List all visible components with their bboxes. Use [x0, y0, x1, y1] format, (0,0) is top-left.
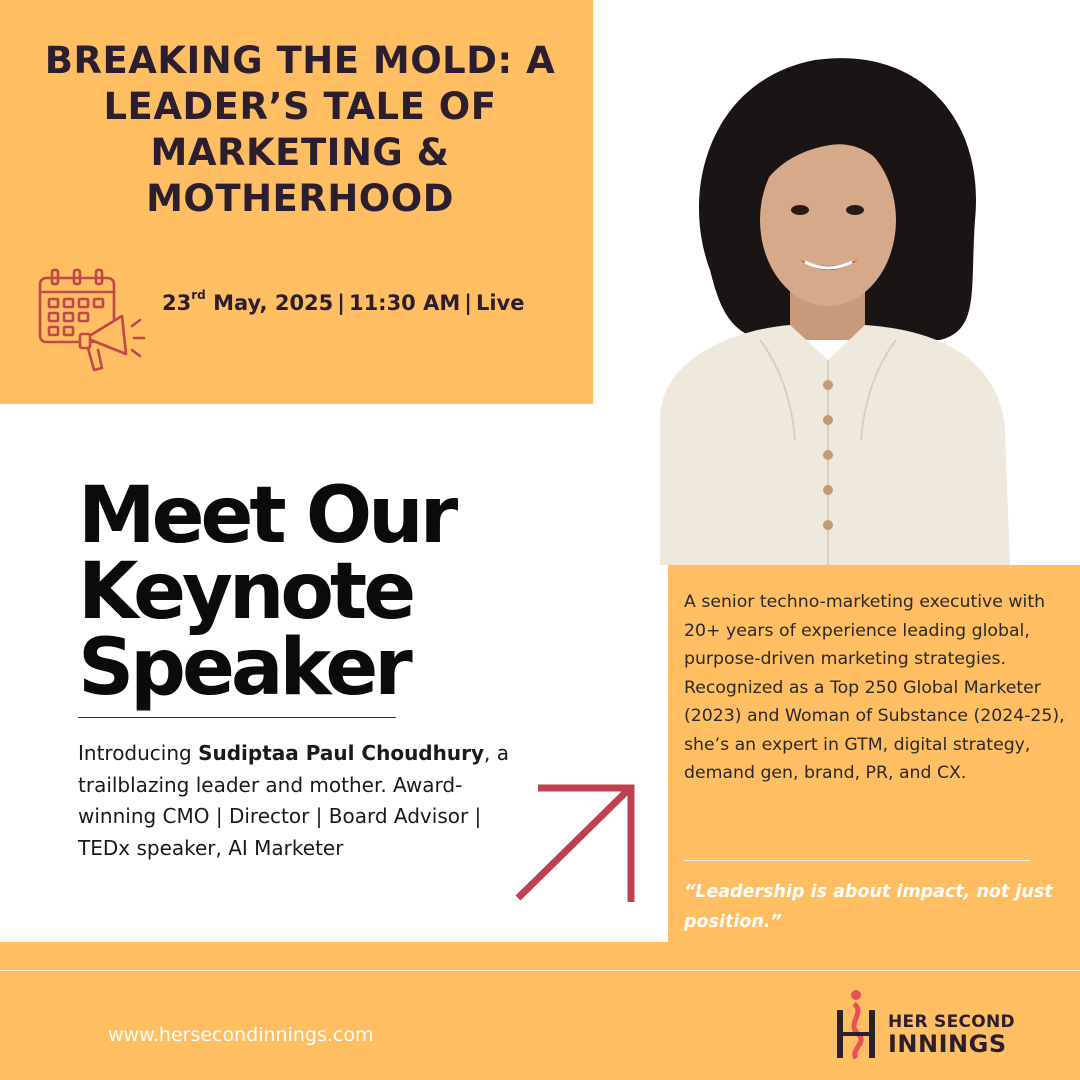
speaker-intro	[78, 738, 528, 864]
bio-paragraph: A senior techno-marketing executive with 20+ years of experience leading global, purpose-driven marketing strategies.	[684, 592, 1046, 669]
speaker-name: Sudiptaa Paul Choudhury	[198, 741, 485, 765]
speaker-quote: “Leadership is about impact, not just position.”	[684, 882, 1053, 932]
event-separator: |	[337, 291, 345, 315]
bio-paragraph: Recognized as a Top 250 Global Marketer (2023) and Woman of Substance (2024-25), she’s an expert in GTM, digital strategy, demand gen, brand, PR, and CX.	[684, 677, 1065, 783]
bio-divider	[684, 860, 1030, 861]
event-mode: Live	[475, 291, 525, 315]
event-separator: |	[464, 291, 472, 315]
heading-line: Keynote	[78, 547, 413, 637]
keynote-heading	[78, 471, 578, 713]
event-time: 11:30 AM	[348, 291, 461, 315]
footer-divider	[0, 970, 1080, 971]
website-link[interactable]: www.hersecondinnings.com	[108, 1024, 374, 1046]
speaker-photo	[640, 40, 1030, 565]
event-meta	[162, 288, 525, 315]
event-title: BREAKING THE MOLD: A LEADER’S TALE OF MARKETING & MOTHERHOOD	[44, 39, 556, 220]
calendar-megaphone-icon	[34, 266, 146, 378]
heading-line: Speaker	[78, 623, 409, 713]
intro-prefix: Introducing	[78, 741, 199, 765]
heading-divider	[78, 717, 396, 718]
event-day-suffix: rd	[191, 288, 206, 302]
speaker-bio	[684, 588, 1076, 788]
intro-text: , a trailblazing leader and mother. Award-winning CMO | Director | Board Advisor | TEDx speaker, AI Marketer	[78, 741, 509, 860]
event-day: 23	[162, 291, 192, 315]
brand-name-line1: HER SECOND	[888, 1012, 1015, 1032]
arrow-up-right-icon	[510, 780, 640, 905]
event-month-year: May, 2025	[213, 291, 334, 315]
brand-name-line2: INNINGS	[888, 1030, 1007, 1058]
heading-line: Meet Our	[78, 471, 455, 561]
